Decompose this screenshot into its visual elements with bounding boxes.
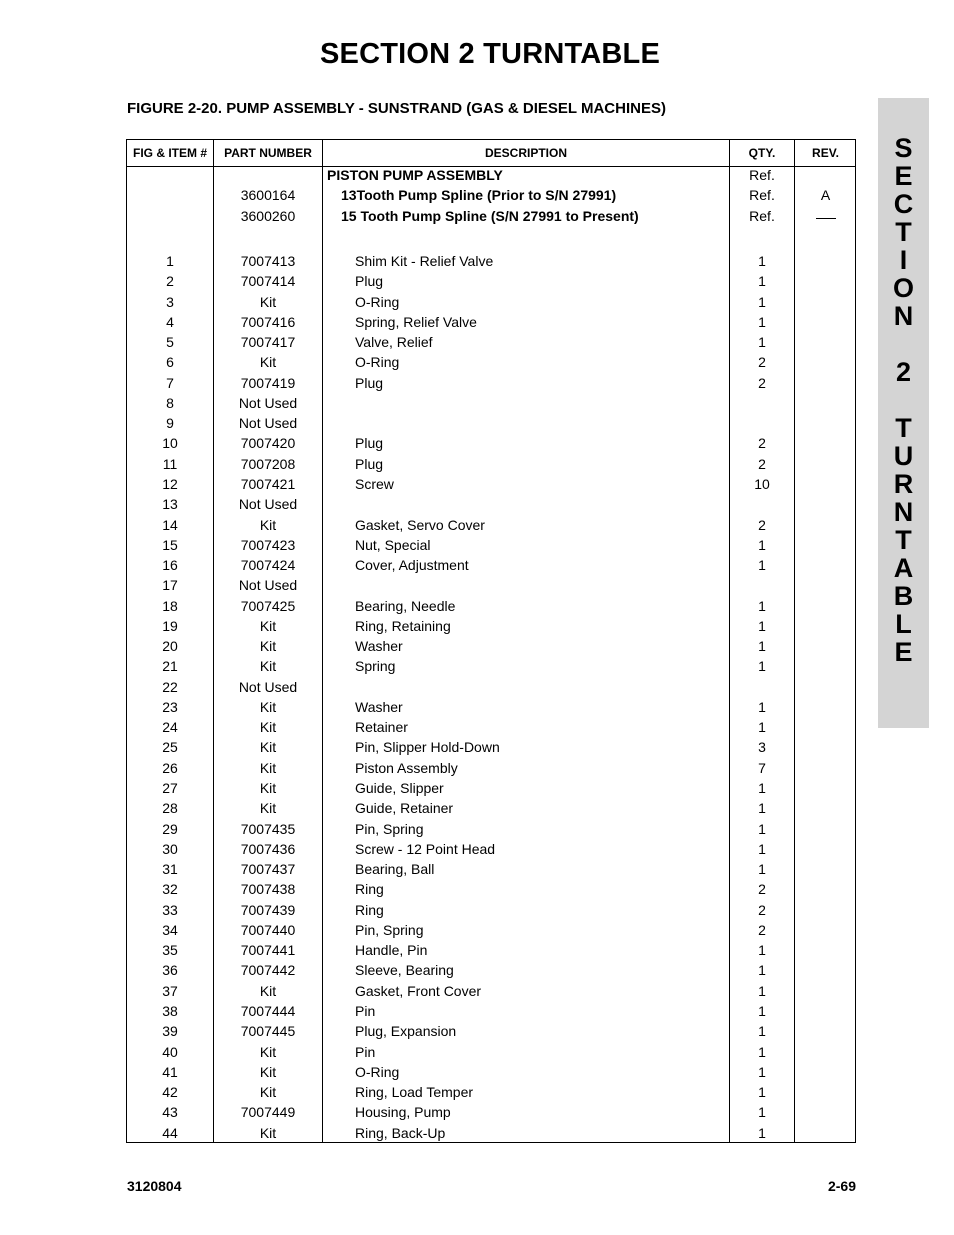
table-row [127,819,855,839]
fig-item-cell: 29 [162,821,178,837]
side-tab-letter: T [895,525,912,555]
qty-cell: 10 [754,476,770,492]
side-tab-letter: E [894,637,913,667]
description-cell: Handle, Pin [355,942,428,958]
fig-item-cell: 8 [166,395,174,411]
part-number-cell: Kit [259,983,277,999]
table-row [127,494,855,514]
part-number-cell: Not Used [238,577,298,593]
description-cell: Valve, Relief [355,334,433,350]
table-row [127,616,855,636]
side-tab-letter: R [893,469,914,499]
fig-item-cell: 27 [162,780,178,796]
page-number: 2-69 [827,1178,856,1194]
qty-cell: 1 [758,537,766,553]
fig-item-cell: 42 [162,1084,178,1100]
table-row [127,312,855,332]
rev-cell: A [820,187,831,203]
fig-item-cell: 15 [162,537,178,553]
qty-cell: 1 [758,658,766,674]
qty-cell: 1 [758,273,766,289]
fig-item-cell: 33 [162,902,178,918]
qty-cell: 1 [758,942,766,958]
description-cell: Pin, Spring [355,821,424,837]
part-number-cell: 7007423 [240,537,296,553]
fig-item-cell: 38 [162,1003,178,1019]
description-cell: PISTON PUMP ASSEMBLY [327,167,503,183]
qty-cell: 1 [758,1064,766,1080]
qty-cell: 2 [758,435,766,451]
table-row [127,1021,855,1041]
qty-cell: 1 [758,962,766,978]
fig-item-cell: 43 [162,1104,178,1120]
part-number-cell: Kit [259,719,277,735]
qty-cell: Ref. [749,187,775,203]
description-cell: Plug [355,273,384,289]
figure-title: FIGURE 2-20. PUMP ASSEMBLY - SUNSTRAND (GAS & DIESEL MACHINES) [127,100,666,117]
side-tab-letter: N [893,497,914,527]
part-number-cell: Kit [259,294,277,310]
table-row [127,1123,855,1143]
part-number-cell: 7007414 [240,273,296,289]
part-number-cell: Not Used [238,395,298,411]
qty-cell: 1 [758,719,766,735]
description-cell: Sleeve, Bearing [355,962,454,978]
table-row [127,839,855,859]
part-number-cell: Kit [259,780,277,796]
table-row [127,251,855,271]
section-side-tab [878,98,929,728]
description-cell: Washer [355,638,403,654]
qty-cell: 1 [758,334,766,350]
description-cell: Ring [355,902,384,918]
part-number-cell: 7007449 [240,1104,296,1120]
part-number-cell: 7007436 [240,841,296,857]
description-cell: Piston Assembly [355,760,458,776]
fig-item-cell: 13 [162,496,178,512]
fig-item-cell: 32 [162,881,178,897]
part-number-cell: Kit [259,638,277,654]
part-number-cell: 7007441 [240,942,296,958]
table-row [127,697,855,717]
description-cell: Ring, Back-Up [355,1125,446,1141]
qty-cell: 2 [758,922,766,938]
fig-item-cell: 14 [162,517,178,533]
qty-cell: 2 [758,456,766,472]
description-cell: Guide, Retainer [355,800,454,816]
table-row [127,758,855,778]
qty-cell: 1 [758,1003,766,1019]
side-tab-gap [878,386,929,414]
description-cell: Bearing, Needle [355,598,456,614]
table-row [127,515,855,535]
part-number-cell: Kit [259,760,277,776]
fig-item-cell: 24 [162,719,178,735]
description-cell: O-Ring [355,1064,400,1080]
part-number-cell: Kit [259,517,277,533]
fig-item-cell: 6 [166,354,174,370]
table-row [127,474,855,494]
side-tab-letter: S [894,133,913,163]
table-row [127,413,855,433]
part-number-cell: Not Used [238,679,298,695]
qty-cell: 1 [758,557,766,573]
table-row [127,185,855,205]
part-number-cell: Kit [259,739,277,755]
header-fig-item: FIG & ITEM # [132,146,207,160]
qty-cell: 1 [758,253,766,269]
part-number-cell: Kit [259,618,277,634]
qty-cell: 1 [758,780,766,796]
table-row [127,859,855,879]
side-tab-letter: B [893,581,914,611]
description-cell: Housing, Pump [355,1104,451,1120]
side-tab-gap [878,330,929,358]
part-number-cell: 7007438 [240,881,296,897]
table-row [127,535,855,555]
part-number-cell: 7007417 [240,334,296,350]
description-cell: Retainer [355,719,408,735]
part-number-cell: Not Used [238,415,298,431]
part-number-cell: 7007421 [240,476,296,492]
qty-cell: 1 [758,1125,766,1141]
part-number-cell: Kit [259,1044,277,1060]
table-row [127,1042,855,1062]
parts-table [126,139,856,1143]
fig-item-cell: 28 [162,800,178,816]
description-cell: O-Ring [355,294,400,310]
qty-cell: Ref. [749,208,775,224]
table-row [127,271,855,291]
table-row [127,206,855,226]
fig-item-cell: 7 [166,375,174,391]
fig-item-cell: 3 [166,294,174,310]
table-row [127,677,855,697]
description-cell: Screw [355,476,394,492]
fig-item-cell: 23 [162,699,178,715]
fig-item-cell: 19 [162,618,178,634]
part-number-cell: 7007435 [240,821,296,837]
description-cell: Pin, Spring [355,922,424,938]
table-row [127,778,855,798]
qty-cell: 3 [758,739,766,755]
qty-cell: Ref. [749,167,775,183]
qty-cell: 2 [758,354,766,370]
header-description: DESCRIPTION [484,146,567,160]
part-number-cell: Kit [259,658,277,674]
qty-cell: 1 [758,841,766,857]
part-number-cell: Not Used [238,496,298,512]
rev-cell [795,206,856,226]
description-cell: Plug [355,435,384,451]
qty-cell: 1 [758,638,766,654]
side-tab-letter: T [895,413,912,443]
table-row [127,1102,855,1122]
side-tab-letter: C [893,189,914,219]
part-number-cell: 7007420 [240,435,296,451]
table-row [127,373,855,393]
description-cell: Screw - 12 Point Head [355,841,496,857]
part-number-cell: Kit [259,699,277,715]
fig-item-cell: 9 [166,415,174,431]
description-cell: Plug [355,375,384,391]
table-row [127,879,855,899]
table-row [127,1001,855,1021]
side-tab-letter: I [899,245,908,275]
description-cell: Pin, Slipper Hold-Down [355,739,500,755]
table-row [127,1082,855,1102]
side-tab-letter: A [893,553,914,583]
qty-cell: 1 [758,1104,766,1120]
qty-cell: 2 [758,902,766,918]
part-number-cell: Kit [259,1084,277,1100]
description-cell: Guide, Slipper [355,780,444,796]
fig-item-cell: 39 [162,1023,178,1039]
table-row [127,960,855,980]
side-tab-letter: L [895,609,912,639]
rev-dash-mark [816,206,836,219]
part-number-cell: 7007437 [240,861,296,877]
fig-item-cell: 41 [162,1064,178,1080]
part-number-cell: 7007424 [240,557,296,573]
header-rev: REV. [812,146,839,160]
fig-item-cell: 10 [162,435,178,451]
qty-cell: 1 [758,699,766,715]
section-title: SECTION 2 TURNTABLE [320,38,660,70]
table-row [127,981,855,1001]
qty-cell: 2 [758,881,766,897]
header-part-number: PART NUMBER [224,146,312,160]
qty-cell: 1 [758,800,766,816]
part-number-cell: 7007419 [240,375,296,391]
qty-cell: 1 [758,821,766,837]
qty-cell: 1 [758,598,766,614]
description-cell: Spring [355,658,396,674]
description-cell: Bearing, Ball [355,861,435,877]
side-tab-letter: O [892,273,914,303]
table-row [127,596,855,616]
document-number: 3120804 [127,1178,182,1194]
fig-item-cell: 30 [162,841,178,857]
qty-cell: 1 [758,1084,766,1100]
part-number-cell: 3600164 [240,187,296,203]
table-row [127,717,855,737]
description-cell: Ring, Load Temper [355,1084,474,1100]
fig-item-cell: 12 [162,476,178,492]
table-row [127,656,855,676]
description-cell: Gasket, Servo Cover [355,517,485,533]
description-cell: Washer [355,699,403,715]
description-cell: Gasket, Front Cover [355,983,482,999]
fig-item-cell: 22 [162,679,178,695]
part-number-cell: 7007444 [240,1003,296,1019]
part-number-cell: 7007445 [240,1023,296,1039]
part-number-cell: Kit [259,1064,277,1080]
fig-item-cell: 20 [162,638,178,654]
fig-item-cell: 44 [162,1125,178,1141]
qty-cell: 1 [758,618,766,634]
fig-item-cell: 35 [162,942,178,958]
fig-item-cell: 17 [162,577,178,593]
side-tab-letter: N [893,301,914,331]
table-header [127,140,855,167]
description-cell: 13Tooth Pump Spline (Prior to S/N 27991) [341,187,617,203]
fig-item-cell: 25 [162,739,178,755]
table-row [127,332,855,352]
description-cell: Ring, Retaining [355,618,451,634]
description-cell: Plug [355,456,384,472]
fig-item-cell: 4 [166,314,174,330]
table-row [127,352,855,372]
header-qty: QTY. [748,146,776,160]
side-tab-letter: 2 [895,357,912,387]
table-row [127,900,855,920]
qty-cell: 1 [758,1023,766,1039]
part-number-cell: 7007413 [240,253,296,269]
qty-cell: 1 [758,861,766,877]
description-cell: Pin [355,1044,376,1060]
part-number-cell: 7007416 [240,314,296,330]
fig-item-cell: 36 [162,962,178,978]
description-cell: Nut, Special [355,537,431,553]
description-cell: O-Ring [355,354,400,370]
qty-cell: 1 [758,294,766,310]
fig-item-cell: 5 [166,334,174,350]
description-cell: Spring, Relief Valve [355,314,477,330]
fig-item-cell: 16 [162,557,178,573]
description-cell: Shim Kit - Relief Valve [355,253,494,269]
part-number-cell: 7007439 [240,902,296,918]
table-row [127,165,855,185]
description-cell: 15 Tooth Pump Spline (S/N 27991 to Present) [341,208,639,224]
table-row [127,393,855,413]
fig-item-cell: 2 [166,273,174,289]
description-cell: Plug, Expansion [355,1023,457,1039]
description-cell: Cover, Adjustment [355,557,469,573]
side-tab-letter: U [893,441,914,471]
fig-item-cell: 40 [162,1044,178,1060]
table-row [127,737,855,757]
table-row [127,940,855,960]
fig-item-cell: 1 [166,253,174,269]
part-number-cell: Kit [259,354,277,370]
qty-cell: 2 [758,375,766,391]
table-row [127,433,855,453]
table-row [127,292,855,312]
description-cell: Pin [355,1003,376,1019]
part-number-cell: 7007442 [240,962,296,978]
fig-item-cell: 34 [162,922,178,938]
table-row [127,798,855,818]
qty-cell: 7 [758,760,766,776]
fig-item-cell: 31 [162,861,178,877]
table-row [127,555,855,575]
table-row [127,1062,855,1082]
fig-item-cell: 37 [162,983,178,999]
part-number-cell: Kit [259,800,277,816]
part-number-cell: 7007425 [240,598,296,614]
side-tab-letter: E [894,161,913,191]
side-tab-letter: T [895,217,912,247]
table-row [127,575,855,595]
table-row [127,454,855,474]
qty-cell: 1 [758,983,766,999]
qty-cell: 1 [758,314,766,330]
fig-item-cell: 26 [162,760,178,776]
qty-cell: 1 [758,1044,766,1060]
part-number-cell: Kit [259,1125,277,1141]
fig-item-cell: 11 [162,456,178,472]
description-cell: Ring [355,881,384,897]
table-row [127,636,855,656]
part-number-cell: 3600260 [240,208,296,224]
qty-cell: 2 [758,517,766,533]
part-number-cell: 7007208 [240,456,296,472]
table-row [127,920,855,940]
part-number-cell: 7007440 [240,922,296,938]
fig-item-cell: 18 [162,598,178,614]
side-tab-letters [878,134,929,666]
fig-item-cell: 21 [162,658,178,674]
